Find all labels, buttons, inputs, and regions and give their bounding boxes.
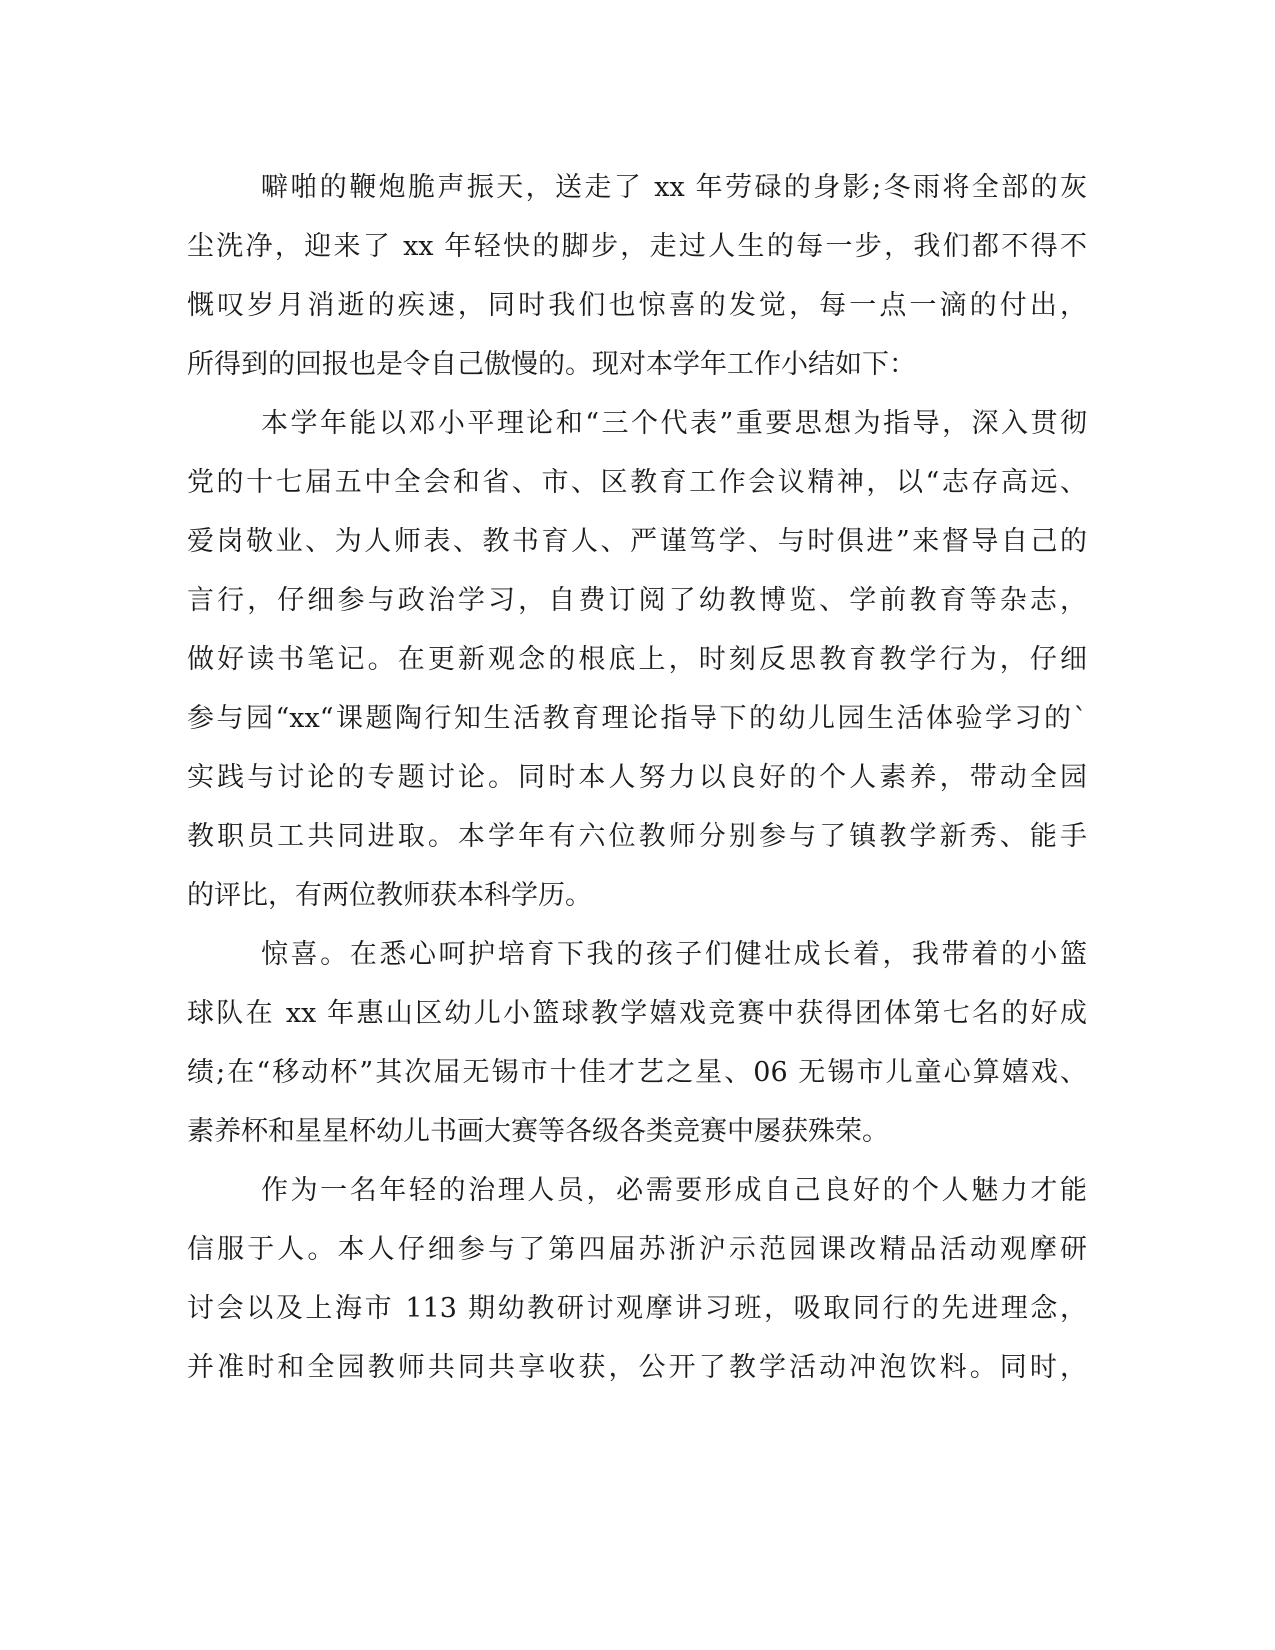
text-line: 言行，仔细参与政治学习，自费订阅了幼教博览、学前教育等杂志， bbox=[187, 585, 1087, 616]
text-line: 所得到的回报也是令自己傲慢的。现对本学年工作小结如下： bbox=[187, 349, 916, 380]
text-line: 本学年能以邓小平理论和“三个代表”重要思想为指导，深入贯彻 bbox=[261, 408, 1087, 439]
text-line: 爱岗敬业、为人师表、教书育人、严谨笃学、与时俱进”来督导自己的 bbox=[187, 526, 1087, 557]
text-line: 党的十七届五中全会和省、市、区教育工作会议精神，以“志存高远、 bbox=[187, 467, 1087, 498]
paragraph-2 bbox=[187, 394, 1087, 925]
text-line: 素养杯和星星杯幼儿书画大赛等各级各类竞赛中屡获殊荣。 bbox=[187, 1116, 889, 1147]
text-line: 的评比，有两位教师获本科学历。 bbox=[187, 880, 592, 911]
text-line: 参与园“xx“课题陶行知生活教育理论指导下的幼儿园生活体验学习的` bbox=[187, 703, 1087, 734]
text-line: 噼啪的鞭炮脆声振天，送走了 xx 年劳碌的身影;冬雨将全部的灰 bbox=[261, 172, 1087, 203]
text-line: 尘洗净，迎来了 xx 年轻快的脚步，走过人生的每一步，我们都不得不 bbox=[187, 231, 1087, 262]
text-line: 惊喜。在悉心呵护培育下我的孩子们健壮成长着，我带着的小篮 bbox=[261, 939, 1087, 970]
text-line: 作为一名年轻的治理人员，必需要形成自己良好的个人魅力才能 bbox=[261, 1175, 1087, 1206]
paragraph-4 bbox=[187, 1161, 1087, 1397]
text-line: 实践与讨论的专题讨论。同时本人努力以良好的个人素养，带动全园 bbox=[187, 762, 1087, 793]
text-line: 慨叹岁月消逝的疾速，同时我们也惊喜的发觉，每一点一滴的付出， bbox=[187, 290, 1087, 321]
text-line: 球队在 xx 年惠山区幼儿小篮球教学嬉戏竞赛中获得团体第七名的好成 bbox=[187, 998, 1087, 1029]
text-line: 信服于人。本人仔细参与了第四届苏浙沪示范园课改精品活动观摩研 bbox=[187, 1234, 1087, 1265]
text-line: 讨会以及上海市 113 期幼教研讨观摩讲习班，吸取同行的先进理念， bbox=[187, 1293, 1087, 1324]
text-line: 绩;在“移动杯”其次届无锡市十佳才艺之星、06 无锡市儿童心算嬉戏、 bbox=[187, 1057, 1087, 1088]
paragraph-1 bbox=[187, 158, 1087, 394]
text-line: 并准时和全园教师共同共享收获，公开了教学活动冲泡饮料。同时， bbox=[187, 1352, 1087, 1383]
paragraph-3 bbox=[187, 925, 1087, 1161]
text-line: 教职员工共同进取。本学年有六位教师分别参与了镇教学新秀、能手 bbox=[187, 821, 1087, 852]
text-line: 做好读书笔记。在更新观念的根底上，时刻反思教育教学行为，仔细 bbox=[187, 644, 1087, 675]
document-body bbox=[187, 158, 1087, 1397]
